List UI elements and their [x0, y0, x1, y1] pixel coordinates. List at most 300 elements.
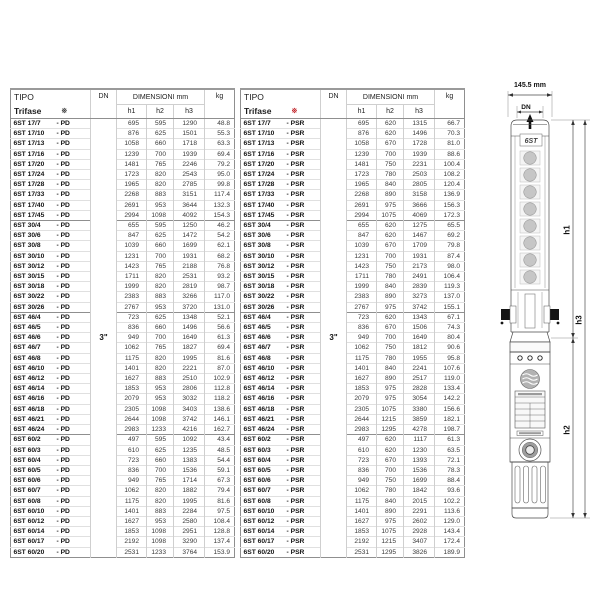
dimension-cell: 820: [147, 180, 174, 190]
model-cell: 6ST 60/4 - PSR: [241, 455, 321, 465]
dimension-cell: 750: [377, 476, 404, 486]
dimension-cell: 1999: [117, 282, 147, 292]
dimension-cell: 2531: [174, 272, 205, 282]
dimension-cell: 1853: [117, 527, 147, 537]
dn-dim-label: DN: [521, 104, 531, 111]
dimension-cell: 1627: [117, 516, 147, 526]
h2-header: h2: [147, 105, 174, 119]
dimension-cell: 820: [147, 170, 174, 180]
h3-dimension: [575, 120, 587, 518]
dimension-cell: 625: [147, 445, 174, 455]
model-cell: 6ST 46/14 - PSR: [241, 384, 321, 394]
dimension-cell: 1423: [117, 261, 147, 271]
model-cell: 6ST 30/8 - PSR: [241, 241, 321, 251]
dimension-cell: 497: [347, 435, 377, 445]
dimension-cell: 1467: [404, 231, 435, 241]
dimension-cell: 660: [147, 455, 174, 465]
model-cell: 6ST 46/6 - PD: [11, 333, 91, 343]
h3-header: h3: [174, 105, 205, 119]
dimension-cell: 1235: [174, 445, 205, 455]
dimension-cell: 1853: [347, 527, 377, 537]
dimension-cell: 1239: [347, 149, 377, 159]
dimension-cell: 655: [117, 221, 147, 231]
dimension-cell: 2173: [404, 261, 435, 271]
dimension-cell: 1231: [117, 251, 147, 261]
dimension-cell: 883: [147, 374, 174, 384]
model-cell: 6ST 46/8 - PSR: [241, 353, 321, 363]
table-row: [241, 425, 465, 435]
dimension-cell: 820: [147, 363, 174, 373]
table-row: [11, 353, 235, 363]
kg-cell: 162.7: [205, 425, 235, 435]
kg-cell: 67.1: [435, 312, 465, 322]
table-row: [11, 486, 235, 496]
kg-cell: 133.4: [435, 384, 465, 394]
table-row: [241, 404, 465, 414]
dimension-cell: 660: [147, 323, 174, 333]
dimension-cell: 2246: [174, 159, 205, 169]
dimension-cell: 876: [117, 129, 147, 139]
dimension-cell: 836: [347, 323, 377, 333]
dimension-cell: 1239: [117, 149, 147, 159]
kg-cell: 54.2: [205, 231, 235, 241]
trifase-header: [11, 105, 91, 119]
dimension-cell: 1401: [117, 506, 147, 516]
model-cell: 6ST 17/10 - PSR: [241, 129, 321, 139]
dimension-cell: 1295: [377, 425, 404, 435]
dimension-cell: 3407: [404, 537, 435, 547]
dimension-cell: 1506: [404, 323, 435, 333]
dimension-cell: 700: [377, 465, 404, 475]
dimension-cell: 4278: [404, 425, 435, 435]
model-cell: 6ST 30/4 - PD: [11, 221, 91, 231]
table-row: [11, 221, 235, 231]
table-row: [11, 119, 235, 129]
dimension-cell: 1496: [174, 323, 205, 333]
model-cell: 6ST 60/7 - PSR: [241, 486, 321, 496]
tipo-header: TIPO: [244, 92, 264, 103]
table-row: [11, 404, 235, 414]
model-cell: 6ST 46/18 - PSR: [241, 404, 321, 414]
kg-cell: 90.6: [435, 343, 465, 353]
dimension-cell: 2983: [117, 425, 147, 435]
dimension-cell: 695: [117, 119, 147, 129]
kg-cell: 154.3: [205, 210, 235, 220]
dimension-cell: 1501: [174, 129, 205, 139]
table-row: [11, 292, 235, 302]
dimension-cell: 1481: [347, 159, 377, 169]
dimension-cell: 949: [347, 476, 377, 486]
h1-dimension: [563, 120, 575, 338]
dimension-cell: 2383: [347, 292, 377, 302]
model-cell: 6ST 30/6 - PD: [11, 231, 91, 241]
dimension-cell: 1699: [174, 241, 205, 251]
dimension-cell: 1098: [147, 537, 174, 547]
dimension-cell: 2188: [174, 261, 205, 271]
table-row: [11, 343, 235, 353]
h1-header: h1: [347, 105, 377, 119]
dimension-cell: 1058: [117, 139, 147, 149]
table-row: [241, 394, 465, 404]
table-row: [241, 414, 465, 424]
dimension-cell: 1098: [147, 527, 174, 537]
dimension-cell: 1383: [174, 455, 205, 465]
dimension-cell: 723: [347, 312, 377, 322]
model-cell: 6ST 60/17 - PD: [11, 537, 91, 547]
model-cell: 6ST 60/8 - PSR: [241, 496, 321, 506]
dimension-cell: 820: [147, 272, 174, 282]
dimension-cell: 3266: [174, 292, 205, 302]
model-cell: 6ST 17/28 - PSR: [241, 180, 321, 190]
model-cell: 6ST 46/24 - PSR: [241, 425, 321, 435]
kg-cell: 132.3: [205, 200, 235, 210]
table-row: [11, 149, 235, 159]
model-cell: 6ST 46/5 - PD: [11, 323, 91, 333]
dimension-cell: 1231: [347, 251, 377, 261]
dimensioni-header: DIMENSIONI mm: [347, 89, 435, 105]
kg-cell: 98.7: [205, 282, 235, 292]
table-row: [241, 486, 465, 496]
dimension-cell: 1536: [404, 465, 435, 475]
dimension-cell: 953: [147, 384, 174, 394]
model-cell: 6ST 46/8 - PD: [11, 353, 91, 363]
table-row: [11, 231, 235, 241]
dimension-cell: 1812: [404, 343, 435, 353]
dimension-cell: 625: [147, 129, 174, 139]
dimension-cell: 820: [147, 353, 174, 363]
dimension-cell: 765: [147, 343, 174, 353]
table-row: [241, 272, 465, 282]
kg-cell: 87.0: [205, 363, 235, 373]
dimension-cell: 2994: [117, 210, 147, 220]
dimension-cell: 700: [147, 251, 174, 261]
kg-cell: 69.4: [205, 343, 235, 353]
dimension-cell: 2531: [347, 547, 377, 557]
table-row: [241, 170, 465, 180]
kg-cell: 128.8: [205, 527, 235, 537]
table-row: [241, 302, 465, 312]
table-row: [241, 527, 465, 537]
dimension-cell: 1039: [347, 241, 377, 251]
model-cell: 6ST 30/26 - PD: [11, 302, 91, 312]
table-row: [11, 312, 235, 322]
model-cell: 6ST 60/10 - PD: [11, 506, 91, 516]
table-row: [11, 394, 235, 404]
pump-technical-drawing: [489, 70, 600, 530]
dimension-cell: 1295: [377, 547, 404, 557]
kg-cell: 146.1: [205, 414, 235, 424]
model-cell: 6ST 46/7 - PSR: [241, 343, 321, 353]
model-cell: 6ST 30/8 - PD: [11, 241, 91, 251]
model-cell: 6ST 17/10 - PD: [11, 129, 91, 139]
dimension-cell: 1393: [404, 455, 435, 465]
kg-cell: 56.6: [205, 323, 235, 333]
dimension-cell: 1709: [404, 241, 435, 251]
dimension-cell: 1699: [404, 476, 435, 486]
table-row: [241, 374, 465, 384]
dimension-cell: 497: [117, 435, 147, 445]
dimension-cell: 1423: [347, 261, 377, 271]
dimension-cell: 620: [377, 435, 404, 445]
dimension-cell: 1723: [347, 170, 377, 180]
dimension-cell: 655: [347, 221, 377, 231]
dimension-cell: 2192: [117, 537, 147, 547]
kg-cell: 156.3: [435, 200, 465, 210]
model-cell: 6ST 17/24 - PD: [11, 170, 91, 180]
kg-cell: 69.2: [435, 231, 465, 241]
dimension-cell: 2805: [404, 180, 435, 190]
table-row: [241, 241, 465, 251]
table-row: [11, 333, 235, 343]
table-row: [11, 261, 235, 271]
dimension-cell: 3158: [404, 190, 435, 200]
model-cell: 6ST 60/14 - PD: [11, 527, 91, 537]
dimension-cell: 3403: [174, 404, 205, 414]
dimension-cell: 1215: [377, 414, 404, 424]
table-row: [241, 547, 465, 557]
table-row: [241, 516, 465, 526]
kg-cell: 118.2: [205, 394, 235, 404]
table-row: [241, 159, 465, 169]
model-cell: 6ST 60/6 - PSR: [241, 476, 321, 486]
kg-cell: 81.6: [205, 496, 235, 506]
dimension-cell: 2644: [117, 414, 147, 424]
kg-cell: 142.2: [435, 394, 465, 404]
dimension-cell: 670: [377, 241, 404, 251]
table-row: [241, 180, 465, 190]
dimension-cell: 2602: [404, 516, 435, 526]
dimension-cell: 3151: [174, 190, 205, 200]
dimension-cell: 949: [347, 333, 377, 343]
dimension-cell: 2221: [174, 363, 205, 373]
kg-cell: 61.3: [435, 435, 465, 445]
model-cell: 6ST 17/24 - PSR: [241, 170, 321, 180]
model-cell: 6ST 46/12 - PSR: [241, 374, 321, 384]
note-symbol: ※: [291, 108, 298, 116]
dimension-cell: 2543: [174, 170, 205, 180]
trifase-header: [241, 105, 321, 119]
table-row: [11, 139, 235, 149]
kg-cell: 93.2: [205, 272, 235, 282]
kg-cell: 63.3: [205, 139, 235, 149]
dimension-cell: 723: [347, 455, 377, 465]
dimension-cell: 2192: [347, 537, 377, 547]
kg-cell: 87.4: [435, 251, 465, 261]
dimension-cell: 975: [377, 302, 404, 312]
dimension-cell: 949: [117, 333, 147, 343]
dimension-cell: 1117: [404, 435, 435, 445]
dimension-cell: 883: [147, 190, 174, 200]
dimension-cell: 1714: [174, 476, 205, 486]
kg-cell: 66.7: [435, 119, 465, 129]
dimension-cell: 1995: [174, 353, 205, 363]
coupling-transition: [510, 332, 550, 342]
dimension-cell: 890: [377, 190, 404, 200]
dimension-cell: 595: [147, 435, 174, 445]
dimension-cell: 836: [347, 465, 377, 475]
dimension-cell: 625: [147, 312, 174, 322]
dimension-cell: 2951: [174, 527, 205, 537]
table-row: [11, 241, 235, 251]
table-row: [11, 282, 235, 292]
table-row: [11, 302, 235, 312]
kg-cell: 117.0: [205, 292, 235, 302]
kg-cell: 108.2: [435, 170, 465, 180]
dimension-cell: 2231: [404, 159, 435, 169]
model-cell: 6ST 46/4 - PD: [11, 312, 91, 322]
trifase-label: Trifase: [244, 106, 272, 117]
table-row: [11, 527, 235, 537]
dimension-cell: 847: [347, 231, 377, 241]
dimension-cell: 1627: [347, 374, 377, 384]
dimensions-table-pd: [10, 88, 235, 558]
kg-cell: 80.4: [435, 333, 465, 343]
dimension-cell: 620: [377, 119, 404, 129]
kg-cell: 69.4: [205, 149, 235, 159]
model-cell: 6ST 30/6 - PSR: [241, 231, 321, 241]
dimension-cell: 1343: [404, 312, 435, 322]
model-cell: 6ST 30/18 - PD: [11, 282, 91, 292]
table-row: [11, 414, 235, 424]
model-cell: 6ST 17/16 - PD: [11, 149, 91, 159]
model-cell: 6ST 46/10 - PD: [11, 363, 91, 373]
coupling-bolts: [518, 356, 542, 360]
dimension-cell: 670: [377, 455, 404, 465]
model-cell: 6ST 46/4 - PSR: [241, 312, 321, 322]
dimension-cell: 1250: [174, 221, 205, 231]
model-cell: 6ST 46/6 - PSR: [241, 333, 321, 343]
dimension-cell: 750: [377, 261, 404, 271]
model-cell: 6ST 17/13 - PSR: [241, 139, 321, 149]
table-row: [241, 465, 465, 475]
dimension-cell: 2785: [174, 180, 205, 190]
table-row: [241, 343, 465, 353]
dimension-cell: 595: [147, 221, 174, 231]
table-row: [11, 190, 235, 200]
dimension-cell: 2305: [117, 404, 147, 414]
kg-cell: 113.6: [435, 506, 465, 516]
dimension-cell: 975: [377, 200, 404, 210]
kg-cell: 153.9: [205, 547, 235, 557]
kg-cell: 63.5: [435, 445, 465, 455]
kg-cell: 70.3: [435, 129, 465, 139]
table-row: [11, 180, 235, 190]
dimension-cell: 750: [377, 343, 404, 353]
model-cell: 6ST 17/40 - PSR: [241, 200, 321, 210]
dimension-cell: 1075: [377, 404, 404, 414]
table-row: [241, 292, 465, 302]
kg-cell: 88.4: [435, 476, 465, 486]
h1-header: h1: [117, 105, 147, 119]
dimension-cell: 2531: [117, 547, 147, 557]
dimension-cell: 2503: [404, 170, 435, 180]
model-cell: 6ST 46/10 - PSR: [241, 363, 321, 373]
dimension-cell: 1230: [404, 445, 435, 455]
model-cell: 6ST 60/6 - PD: [11, 476, 91, 486]
dimension-cell: 2767: [347, 302, 377, 312]
dimension-cell: 1275: [404, 221, 435, 231]
width-dim-label: 145.5 mm: [514, 82, 546, 89]
kg-cell: 100.4: [435, 159, 465, 169]
dimension-cell: 620: [377, 221, 404, 231]
dimension-cell: 765: [147, 476, 174, 486]
dimension-cell: 700: [147, 465, 174, 475]
model-cell: 6ST 60/2 - PSR: [241, 435, 321, 445]
dimension-cell: 1062: [117, 486, 147, 496]
dimension-cell: 840: [377, 282, 404, 292]
cable-gland: [519, 439, 541, 461]
kg-cell: 98.0: [435, 261, 465, 271]
kg-cell: 172.3: [435, 210, 465, 220]
model-cell: 6ST 30/12 - PD: [11, 261, 91, 271]
kg-cell: 76.8: [205, 261, 235, 271]
table-row: [11, 323, 235, 333]
kg-cell: 81.0: [435, 139, 465, 149]
model-cell: 6ST 30/18 - PSR: [241, 282, 321, 292]
kg-cell: 138.6: [205, 404, 235, 414]
stage-ports: [520, 151, 540, 284]
dimension-cell: 765: [147, 261, 174, 271]
dimension-cell: 780: [377, 486, 404, 496]
kg-cell: 131.0: [205, 302, 235, 312]
table-row: [241, 231, 465, 241]
kg-cell: 137.0: [435, 292, 465, 302]
model-cell: 6ST 17/45 - PSR: [241, 210, 321, 220]
dimension-cell: 1401: [117, 363, 147, 373]
model-cell: 6ST 60/14 - PSR: [241, 527, 321, 537]
dimension-cell: 3720: [174, 302, 205, 312]
dimension-cell: 700: [147, 333, 174, 343]
kg-cell: 79.4: [205, 486, 235, 496]
model-cell: 6ST 60/7 - PD: [11, 486, 91, 496]
table-row: [11, 476, 235, 486]
table-row: [11, 435, 235, 445]
dimension-cell: 700: [377, 333, 404, 343]
model-cell: 6ST 46/14 - PD: [11, 384, 91, 394]
table-row: [11, 272, 235, 282]
kg-cell: 189.9: [435, 547, 465, 557]
table-row: [11, 159, 235, 169]
dimension-cell: 1075: [377, 210, 404, 220]
strainer-slots: [515, 466, 546, 503]
dimension-cell: 3742: [404, 302, 435, 312]
model-cell: 6ST 17/7 - PSR: [241, 119, 321, 129]
dimension-cell: 820: [147, 486, 174, 496]
dimension-cell: 1175: [117, 353, 147, 363]
dimension-cell: 620: [377, 129, 404, 139]
dimensioni-header: DIMENSIONI mm: [117, 89, 205, 105]
table-row: [11, 210, 235, 220]
kg-cell: 78.3: [435, 465, 465, 475]
kg-cell: 43.4: [205, 435, 235, 445]
kg-cell: 95.8: [435, 353, 465, 363]
dimension-cell: 4069: [404, 210, 435, 220]
dimension-cell: 2819: [174, 282, 205, 292]
table-row: [241, 119, 465, 129]
pump-model-label: 6ST: [524, 138, 538, 145]
dimension-cell: 723: [117, 312, 147, 322]
model-cell: 6ST 17/45 - PD: [11, 210, 91, 220]
dimension-cell: 2580: [174, 516, 205, 526]
dimension-cell: 2079: [117, 394, 147, 404]
dimension-cell: 2241: [404, 363, 435, 373]
dimension-cell: 847: [117, 231, 147, 241]
table-row: [11, 537, 235, 547]
table-row: [241, 323, 465, 333]
kg-cell: 68.2: [205, 251, 235, 261]
dimension-cell: 1536: [174, 465, 205, 475]
dimension-cell: 1965: [117, 180, 147, 190]
